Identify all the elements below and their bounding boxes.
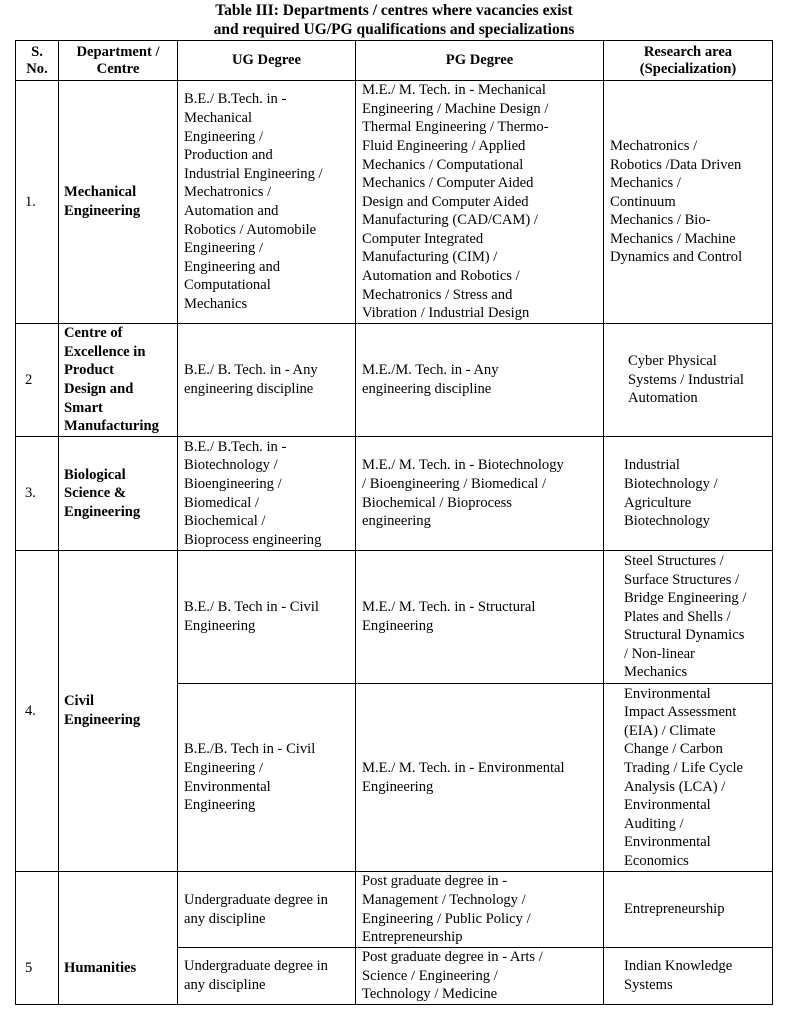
header-pg-degree: PG Degree	[356, 41, 604, 81]
row-pg-degree: M.E./ M. Tech. in - Structural Engineering	[356, 551, 604, 684]
row-department: Civil Engineering	[59, 551, 178, 872]
table-title	[0, 1, 788, 39]
table-row-humanities-1	[16, 872, 773, 948]
row-pg-degree: M.E./ M. Tech. in - Environmental Engineering	[356, 684, 604, 872]
row-ug-degree: Undergraduate degree in any discipline	[178, 948, 356, 1005]
table-row-coe	[16, 324, 773, 437]
row-department: Centre of Excellence in Product Design and Smart Manufacturing	[59, 324, 178, 437]
row-sno: 4.	[16, 551, 59, 872]
row-ug-degree: B.E./ B.Tech. in - Mechanical Engineering / Production and Industrial Engineering / Mechatronics / Automation and Robotics / Automobile Engineering / Engineering and Computational Mechanics	[178, 81, 356, 324]
table-row-civil-structural	[16, 551, 773, 684]
header-research-area: Research area (Specialization)	[604, 41, 773, 81]
header-row	[16, 41, 773, 81]
table-title-line-1: Table III: Departments / centres where vacancies exist	[215, 2, 573, 19]
table-row-biological	[16, 437, 773, 551]
row-ug-degree: B.E./B. Tech in - Civil Engineering / Environmental Engineering	[178, 684, 356, 872]
row-pg-degree: Post graduate degree in - Management / Technology / Engineering / Public Policy / Entrepreneurship	[356, 872, 604, 948]
row-ug-degree: B.E./ B. Tech. in - Any engineering discipline	[178, 324, 356, 437]
header-department: Department / Centre	[59, 41, 178, 81]
row-department: Mechanical Engineering	[59, 81, 178, 324]
row-department: Biological Science & Engineering	[59, 437, 178, 551]
row-pg-degree: M.E./ M. Tech. in - Mechanical Engineering / Machine Design / Thermal Engineering / Thermo- Fluid Engineering / Applied Mechanics / Computational Mechanics / Computer Aided Design and Computer Aided Manufacturing (CAD/CAM) / Computer Integrated Manufacturing (CIM) / Automation and Robotics / Mechatronics / Stress and Vibration / Industrial Design	[356, 81, 604, 324]
row-ug-degree: B.E./ B.Tech. in - Biotechnology / Bioengineering / Biomedical / Biochemical / Bioprocess engineering	[178, 437, 356, 551]
row-research-area: Mechatronics / Robotics /Data Driven Mechanics / Continuum Mechanics / Bio- Mechanics / Machine Dynamics and Control	[604, 81, 773, 324]
row-ug-degree: B.E./ B. Tech in - Civil Engineering	[178, 551, 356, 684]
row-research-area: Cyber Physical Systems / Industrial Automation	[604, 324, 773, 437]
header-sno: S. No.	[16, 41, 59, 81]
row-pg-degree: Post graduate degree in - Arts / Science / Engineering / Technology / Medicine	[356, 948, 604, 1005]
row-sno: 5	[16, 872, 59, 1005]
table-title-line-2: and required UG/PG qualifications and specializations	[213, 21, 575, 38]
row-department: Humanities	[59, 872, 178, 1005]
row-pg-degree: M.E./ M. Tech. in - Biotechnology / Bioengineering / Biomedical / Biochemical / Bioprocess engineering	[356, 437, 604, 551]
vacancies-table	[15, 40, 773, 1005]
row-sno: 2	[16, 324, 59, 437]
row-research-area: Indian Knowledge Systems	[604, 948, 773, 1005]
row-ug-degree: Undergraduate degree in any discipline	[178, 872, 356, 948]
row-research-area: Industrial Biotechnology / Agriculture Biotechnology	[604, 437, 773, 551]
row-research-area: Environmental Impact Assessment (EIA) / Climate Change / Carbon Trading / Life Cycle Analysis (LCA) / Environmental Auditing / Environmental Economics	[604, 684, 773, 872]
table-row-mechanical	[16, 81, 773, 324]
header-ug-degree: UG Degree	[178, 41, 356, 81]
row-research-area: Steel Structures / Surface Structures / Bridge Engineering / Plates and Shells / Structural Dynamics / Non-linear Mechanics	[604, 551, 773, 684]
row-sno: 1.	[16, 81, 59, 324]
row-sno: 3.	[16, 437, 59, 551]
row-research-area: Entrepreneurship	[604, 872, 773, 948]
row-pg-degree: M.E./M. Tech. in - Any engineering discipline	[356, 324, 604, 437]
